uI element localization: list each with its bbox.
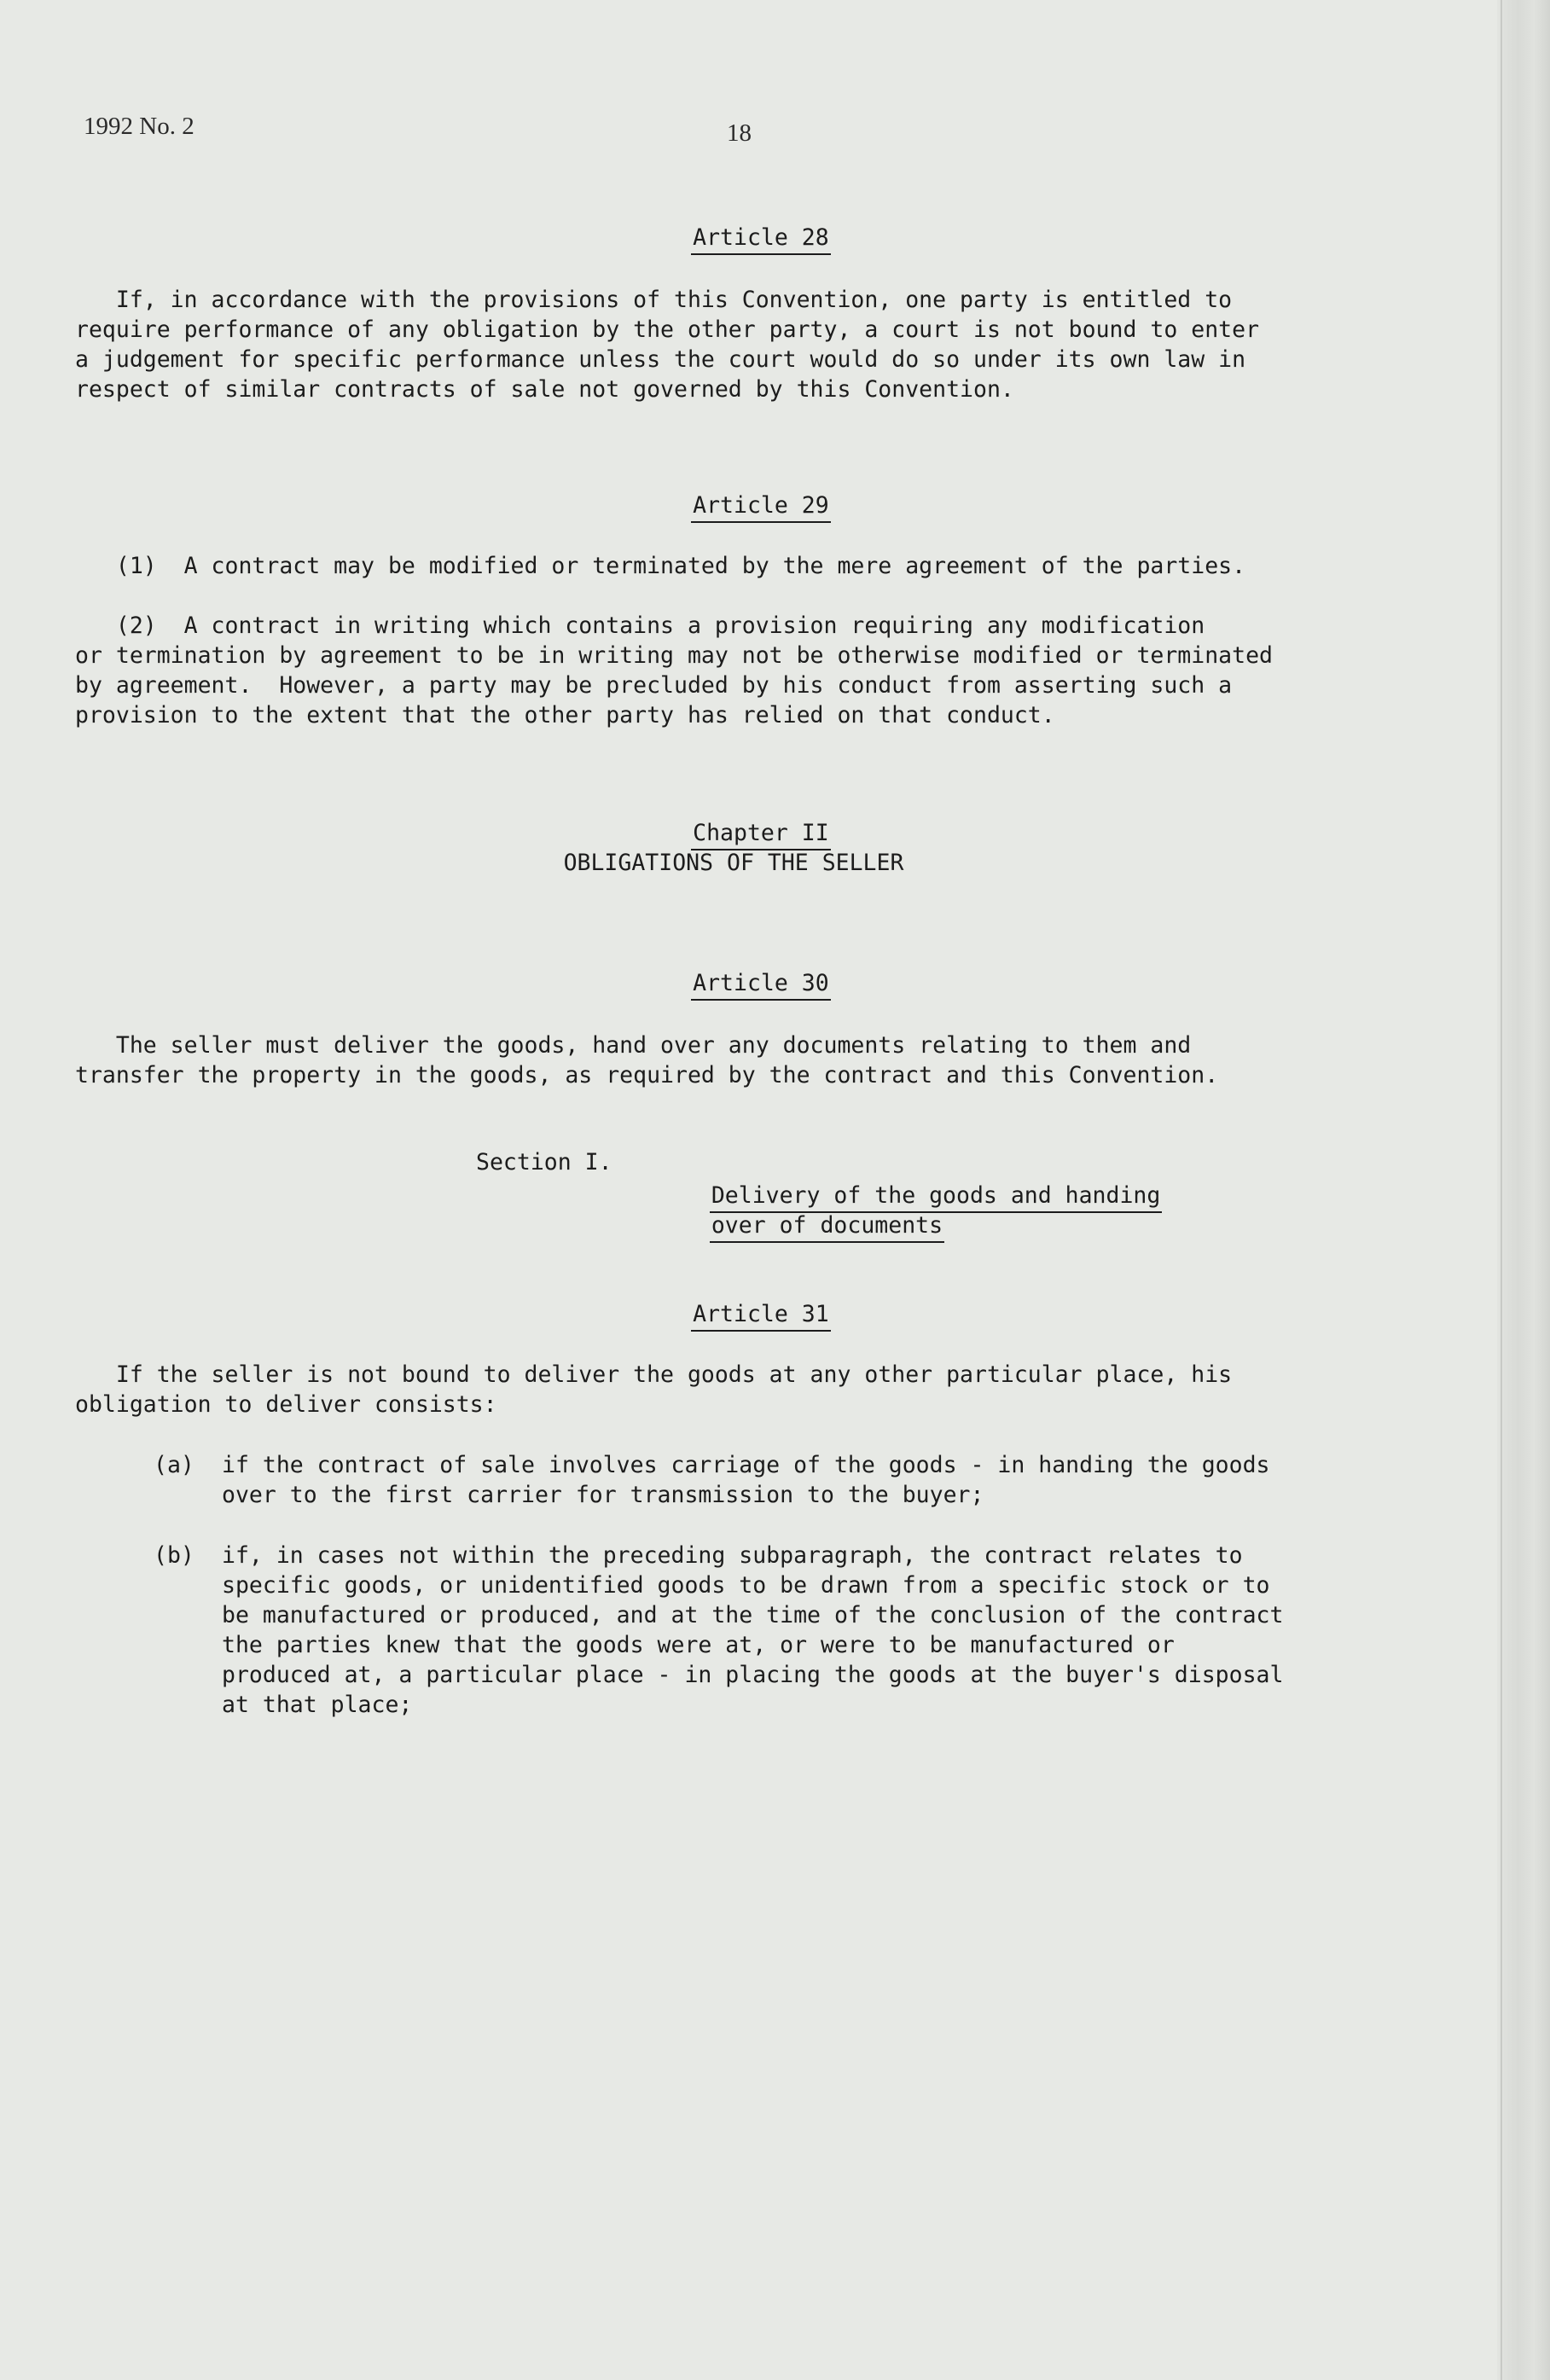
item-a-line-2: over to the first carrier for transmission to the buyer; (222, 1482, 984, 1508)
page-number: 18 (727, 119, 752, 147)
article-31-title: Article 31 (691, 1301, 831, 1332)
article-30-title: Article 30 (691, 970, 831, 1001)
item-b-line-5: produced at, a particular place - in placing the goods at the buyer's disposal (222, 1662, 1284, 1688)
article-30-line-2: transfer the property in the goods, as required by the contract and this Convention. (75, 1062, 1219, 1088)
item-a-line-1: if the contract of sale involves carriage of the goods - in handing the goods (222, 1452, 1270, 1478)
item-b-line-4: the parties knew that the goods were at, or were to be manufactured or (222, 1632, 1175, 1658)
item-b-line-6: at that place; (222, 1692, 413, 1718)
article-29-para-1: (1) A contract may be modified or terminated by the mere agreement of the parties. (75, 553, 1246, 579)
article-30-heading (0, 938, 1467, 1030)
article-29-para-2-line-4: provision to the extent that the other party has relied on that conduct. (75, 702, 1055, 729)
section-title-text-2: over of documents (710, 1212, 944, 1243)
item-b-line-2: specific goods, or unidentified goods to be drawn from a specific stock or to (222, 1572, 1270, 1599)
article-28-line-3: a judgement for specific performance unless the court would do so under its own law in (75, 346, 1246, 373)
article-28-line-1: If, in accordance with the provisions of this Convention, one party is entitled to (75, 287, 1233, 313)
article-30-line-1: The seller must deliver the goods, hand over any documents relating to them and (75, 1032, 1192, 1059)
item-b-line-1: if, in cases not within the preceding subparagraph, the contract relates to (222, 1542, 1243, 1569)
article-28-line-2: require performance of any obligation by the other party, a court is not bound to enter (75, 316, 1260, 343)
section-title-text-1: Delivery of the goods and handing (710, 1182, 1163, 1213)
article-28-title: Article 28 (691, 224, 831, 255)
article-29-para-2-line-3: by agreement. However, a party may be precluded by his conduct from asserting such a (75, 672, 1233, 699)
item-a-label: (a) (154, 1452, 194, 1478)
gazette-reference: 1992 No. 2 (84, 113, 194, 140)
article-29-para-2-line-2: or termination by agreement to be in writing may not be otherwise modified or terminated (75, 642, 1273, 669)
binding-edge (1497, 0, 1550, 2380)
article-29-title: Article 29 (691, 492, 831, 523)
section-title-line-2 (655, 1181, 944, 1273)
article-31-intro-line-2: obligation to deliver consists: (75, 1391, 497, 1418)
chapter-title: Chapter II (691, 820, 831, 850)
article-28-line-4: respect of similar contracts of sale not governed by this Convention. (75, 376, 1014, 403)
item-b-label: (b) (154, 1542, 194, 1569)
article-28-heading (0, 193, 1467, 285)
article-29-para-2-line-1: (2) A contract in writing which contains a provision requiring any modification (75, 612, 1205, 639)
article-31-intro-line-1: If the seller is not bound to deliver the goods at any other particular place, his (75, 1361, 1233, 1388)
chapter-subtitle: OBLIGATIONS OF THE SELLER (563, 850, 904, 876)
section-label: Section I. (476, 1149, 612, 1175)
article-31-heading (0, 1269, 1467, 1361)
article-29-heading (0, 461, 1467, 553)
item-b-line-3: be manufactured or produced, and at the time of the conclusion of the contract (222, 1602, 1284, 1628)
